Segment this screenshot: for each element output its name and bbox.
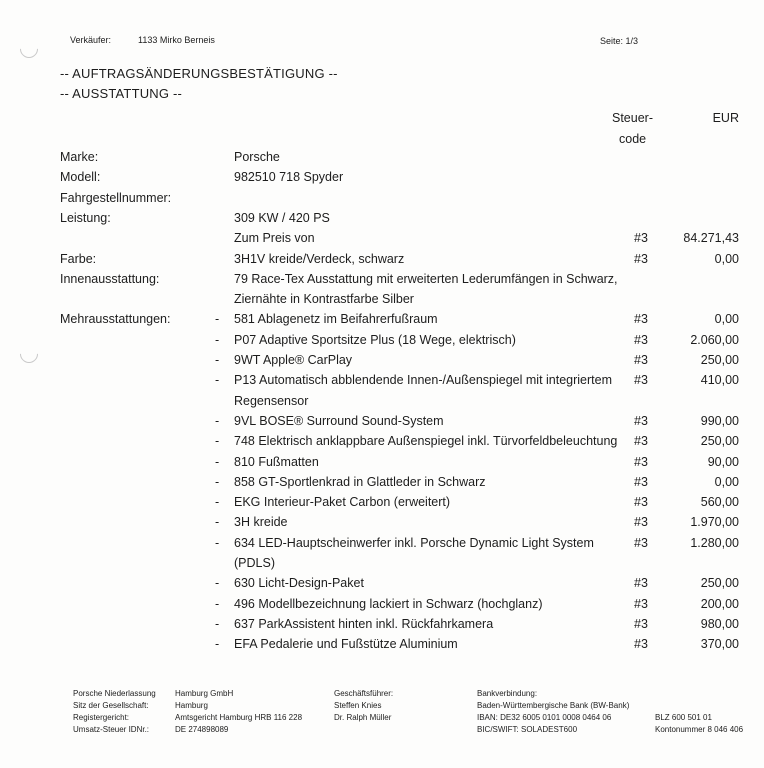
tax-code: #3 [634,312,648,327]
price: 1.970,00 [690,515,739,530]
tax-code-header-line1: Steuer- [612,111,653,125]
tax-code: #3 [634,616,648,631]
list-dash: - [215,353,220,367]
field-row [0,191,764,211]
price: 250,00 [700,353,739,367]
option-description: 634 LED-Hauptscheinwerfer inkl. Porsche Dynamic Light System [234,535,594,550]
footer-company [73,688,156,736]
tax-code: #3 [634,596,648,611]
price: 410,00 [700,373,739,388]
footer-bank-codes [655,688,743,736]
seller-value: 1133 Mirko Berneis [138,35,215,45]
list-dash: - [215,637,220,652]
footer-line: DE 274898089 [175,725,229,734]
price: 1.280,00 [690,535,739,550]
option-description: 9WT Apple® CarPlay [234,353,353,367]
tax-code-header-line2: code [619,132,647,146]
tax-code: #3 [634,231,648,246]
option-row [0,434,764,454]
price: 0,00 [714,474,739,489]
option-row [0,617,764,637]
tax-code: #3 [634,576,648,591]
footer-line [655,688,743,700]
field-label: Modell: [60,170,101,185]
option-description: (PDLS) [234,556,275,570]
option-row [0,353,764,373]
list-dash: - [215,474,220,489]
footer-line: Sitz der Gesellschaft: [73,701,149,710]
price: 90,00 [707,454,739,469]
option-description: P13 Automatisch abblendende Innen-/Außenspiegel mit integriertem [234,373,613,388]
option-row [0,576,764,596]
currency-header: EUR [712,111,739,125]
field-label: Farbe: [60,251,97,266]
list-dash: - [215,434,220,449]
field-value: Zum Preis von [234,231,315,246]
option-row [0,373,764,393]
footer-line: Amtsgericht Hamburg HRB 116 228 [175,713,303,722]
tax-code: #3 [634,535,648,550]
field-row [0,292,764,312]
field-row [0,211,764,231]
field-row [0,252,764,272]
price: 84.271,43 [683,231,739,246]
option-description: 748 Elektrisch anklappbare Außenspiegel inkl. Türvorfeldbeleuchtung [234,434,618,449]
field-label: Leistung: [60,210,111,225]
footer-line: BLZ 600 501 01 [655,713,712,722]
option-description: EFA Pedalerie und Fußstütze Aluminium [234,637,458,652]
field-value: 79 Race-Tex Ausstattung mit erweiterten Lederumfängen in Schwarz, [234,271,618,286]
field-label: Innenausstattung: [60,271,160,286]
list-dash: - [215,495,220,510]
option-description: P07 Adaptive Sportsitze Plus (18 Wege, elektrisch) [234,332,516,347]
footer-line: Steffen Knies [334,701,382,710]
option-description: 630 Licht-Design-Paket [234,576,364,591]
price: 560,00 [700,495,739,510]
option-row [0,536,764,556]
field-value: 3H1V kreide/Verdeck, schwarz [234,251,405,266]
footer-line: Kontonummer 8 046 406 [655,725,744,734]
list-dash: - [215,515,220,530]
footer-line: BIC/SWIFT: SOLADEST600 [477,725,578,734]
field-value: Ziernähte in Kontrastfarbe Silber [234,292,414,307]
list-dash: - [215,413,220,428]
footer-line: Hamburg [175,701,208,710]
option-description: Regensensor [234,393,309,408]
option-row [0,475,764,495]
price: 200,00 [700,596,739,611]
option-row [0,637,764,657]
footer-line: IBAN: DE32 6005 0101 0008 0464 06 [477,713,612,722]
footer-line: Bankverbindung: [477,689,538,698]
option-description: 9VL BOSE® Surround Sound-System [234,413,444,428]
price: 0,00 [714,251,739,266]
price: 250,00 [700,434,739,449]
options-label: Mehrausstattungen: [60,312,171,327]
list-dash: - [215,535,220,550]
option-description: 637 ParkAssistent hinten inkl. Rückfahrkamera [234,616,494,631]
list-dash: - [215,596,220,611]
field-row [0,272,764,292]
footer-bank [477,688,629,736]
field-row [0,150,764,170]
list-dash: - [215,332,220,347]
price: 250,00 [700,576,739,591]
field-row [0,231,764,251]
price: 0,00 [714,312,739,327]
field-value: Porsche [234,150,280,164]
price: 980,00 [700,616,739,631]
tax-code: #3 [634,251,648,266]
option-description: EKG Interieur-Paket Carbon (erweitert) [234,495,451,510]
seller-label: Verkäufer: [70,35,112,45]
footer-company-details [175,688,302,736]
price: 990,00 [700,413,739,428]
list-dash: - [215,576,220,591]
punch-hole-mark [16,36,41,61]
section-title: -- AUSSTATTUNG -- [60,86,183,101]
field-value: 309 KW / 420 PS [234,210,330,225]
footer-line: Dr. Ralph Müller [334,713,392,722]
option-description: 581 Ablagenetz im Beifahrerfußraum [234,312,438,327]
list-dash: - [215,373,220,388]
footer-line: Baden-Württembergische Bank (BW-Bank) [477,701,630,710]
option-description: 496 Modellbezeichnung lackiert in Schwarz (hochglanz) [234,596,543,611]
list-dash: - [215,616,220,631]
option-row-continued [0,394,764,414]
tax-code: #3 [634,474,648,489]
field-row [0,170,764,190]
option-row [0,597,764,617]
footer-line: Registergericht: [73,713,130,722]
price: 2.060,00 [690,332,739,347]
option-row [0,333,764,353]
page-number: Seite: 1/3 [600,36,639,46]
option-row [0,414,764,434]
option-row [0,455,764,475]
option-description: 810 Fußmatten [234,454,319,469]
tax-code: #3 [634,434,648,449]
footer-line [655,700,743,712]
footer-line: Porsche Niederlassung [73,689,156,698]
option-description: 858 GT-Sportlenkrad in Glattleder in Schwarz [234,474,486,489]
footer-management [334,688,393,724]
list-dash: - [215,312,220,327]
tax-code: #3 [634,515,648,530]
option-row [0,312,764,332]
document-title: -- AUFTRAGSÄNDERUNGSBESTÄTIGUNG -- [60,66,338,81]
option-row-continued [0,556,764,576]
tax-code: #3 [634,454,648,469]
footer-line: Geschäftsführer: [334,689,394,698]
tax-code: #3 [634,353,648,367]
footer-line: Umsatz-Steuer IDNr.: [73,725,150,734]
tax-code: #3 [634,413,648,428]
option-description: 3H kreide [234,515,288,530]
tax-code: #3 [634,637,648,652]
footer-line: Hamburg GmbH [175,689,234,698]
field-label: Marke: [60,150,99,164]
list-dash: - [215,454,220,469]
price: 370,00 [700,637,739,652]
option-row [0,515,764,535]
tax-code: #3 [634,373,648,388]
option-row [0,495,764,515]
tax-code: #3 [634,332,648,347]
field-value: 982510 718 Spyder [234,170,344,185]
tax-code: #3 [634,495,648,510]
field-label: Fahrgestellnummer: [60,190,172,205]
